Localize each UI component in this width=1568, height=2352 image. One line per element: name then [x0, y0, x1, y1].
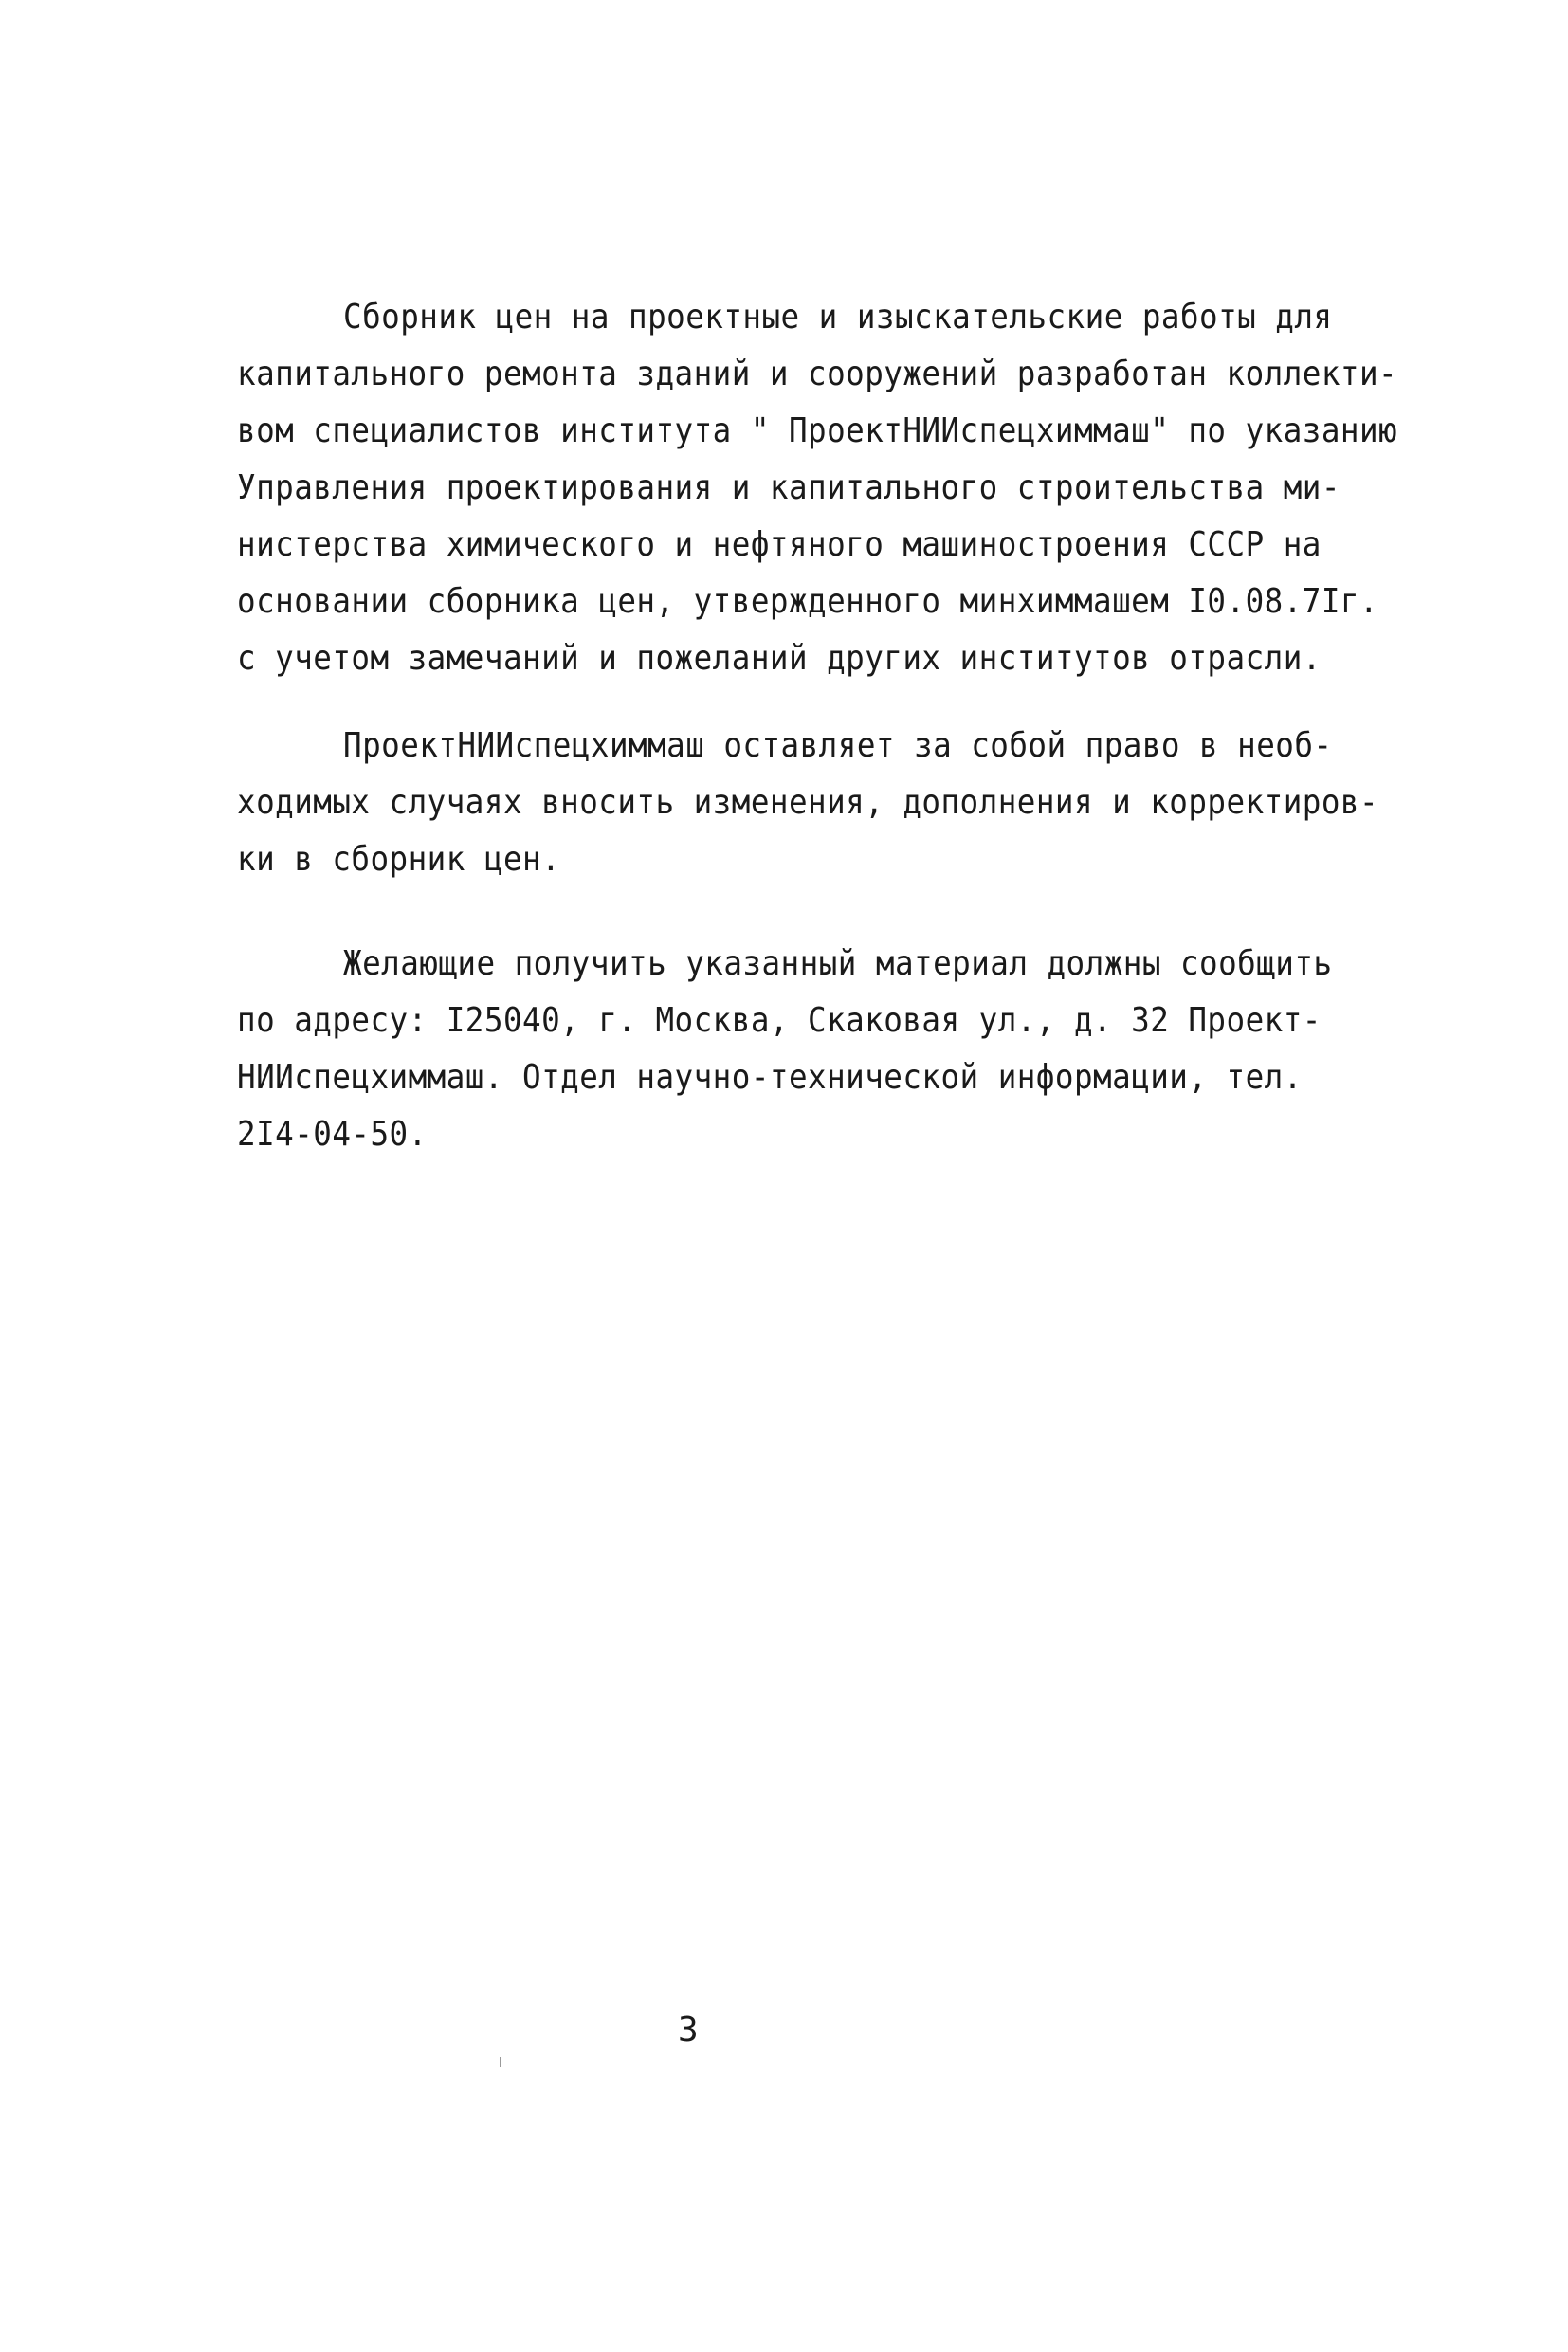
text-line: капитального ремонта зданий и сооружений разработан коллекти- [237, 355, 1398, 393]
text-line: с учетом замечаний и пожеланий других институтов отрасли. [237, 639, 1322, 678]
text-line: Сборник цен на проектные и изыскательские работы для [343, 298, 1333, 337]
text-line: Управления проектирования и капитального строительства ми- [237, 468, 1340, 507]
text-line: нистерства химического и нефтяного машиностроения СССР на [237, 525, 1322, 564]
text-line: ПроектНИИспецхиммаш оставляет за собой право в необ- [343, 726, 1333, 765]
text-line: 2I4-04-50. [237, 1115, 428, 1154]
text-line: по адресу: I25040, г. Москва, Скаковая ул., д. 32 Проект- [237, 1001, 1322, 1040]
page-number: 3 [678, 2011, 699, 2050]
scan-artifact [500, 2057, 501, 2067]
text-line: ходимых случаях вносить изменения, дополнения и корректиров- [237, 783, 1379, 822]
text-line: НИИспецхиммаш. Отдел научно-технической информации, тел. [237, 1058, 1303, 1097]
text-line: вом специалистов института " ПроектНИИспецхиммаш" по указанию [237, 411, 1398, 450]
text-line: Желающие получить указанный материал должны сообщить [343, 944, 1333, 983]
text-line: основании сборника цен, утвержденного минхиммашем I0.08.7Iг. [237, 582, 1379, 621]
text-line: ки в сборник цен. [237, 840, 561, 879]
